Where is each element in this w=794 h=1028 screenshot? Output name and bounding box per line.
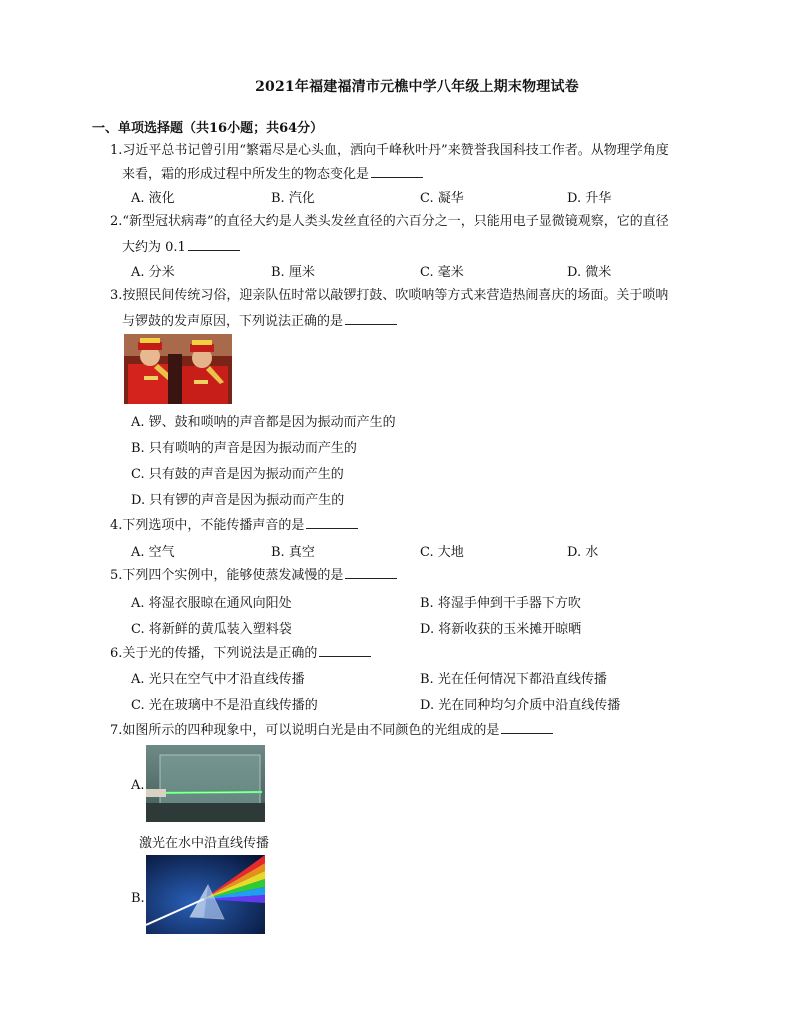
option-b[interactable]: B. 真空 (271, 545, 315, 560)
option-a-caption: 激光在水中沿直线传播 (139, 836, 270, 851)
option-d[interactable]: D. 光在同种均匀介质中沿直线传播 (420, 698, 621, 713)
question-1-line2: 来看，霜的形成过程中所发生的物态变化是 (122, 163, 423, 182)
option-c[interactable]: C. 毫米 (420, 265, 464, 280)
question-text: 关于光的传播，下列说法是正确的 (122, 646, 318, 661)
wedding-band-photo (124, 334, 232, 404)
question-6 (110, 643, 710, 665)
wedding-band-photo-svg (124, 334, 232, 404)
answer-blank[interactable] (345, 566, 397, 579)
option-d[interactable]: D. 升华 (567, 191, 612, 206)
laser-in-water-photo-svg (146, 745, 265, 822)
answer-blank[interactable] (319, 644, 371, 657)
answer-blank[interactable] (188, 238, 240, 251)
answer-blank[interactable] (306, 516, 358, 529)
option-b-label[interactable]: B. (131, 891, 145, 906)
answer-blank[interactable] (345, 312, 397, 325)
option-b[interactable]: B. 汽化 (271, 191, 315, 206)
question-number: 1. (110, 143, 123, 158)
answer-blank[interactable] (501, 721, 553, 734)
option-a[interactable]: A. 空气 (131, 545, 175, 560)
option-b[interactable]: B. 将湿手伸到干手器下方吹 (420, 596, 581, 611)
question-4 (110, 515, 710, 537)
option-c[interactable]: C. 凝华 (420, 191, 464, 206)
option-a[interactable]: A. 锣、鼓和唢呐的声音都是因为振动而产生的 (131, 415, 396, 430)
question-number: 2. (110, 214, 123, 229)
option-a[interactable]: A. 将湿衣服晾在通风向阳处 (131, 596, 292, 611)
option-c[interactable]: C. 将新鲜的黄瓜装入塑料袋 (131, 622, 292, 637)
option-d[interactable]: D. 将新收获的玉米摊开晾晒 (420, 622, 582, 637)
question-number: 6. (110, 646, 123, 661)
section-heading: 一、单项选择题（共16小题；共64分） (92, 121, 324, 136)
option-c[interactable]: C. 光在玻璃中不是沿直线传播的 (131, 698, 318, 713)
question-2-line2: 大约为 0.1 (122, 236, 240, 255)
question-number: 5. (110, 568, 123, 583)
question-text: 下列四个实例中，能够使蒸发减慢的是 (122, 568, 344, 583)
option-b[interactable]: B. 光在任何情况下都沿直线传播 (420, 672, 607, 687)
question-1 (110, 140, 710, 162)
question-2 (110, 211, 710, 233)
option-b[interactable]: B. 只有唢呐的声音是因为振动而产生的 (131, 441, 357, 456)
question-5 (110, 565, 710, 587)
option-d[interactable]: D. 微米 (567, 265, 612, 280)
prism-dispersion-photo (146, 855, 265, 934)
question-text: 下列选项中，不能传播声音的是 (122, 518, 305, 533)
exam-title: 2021年福建福清市元樵中学八年级上期末物理试卷 (255, 79, 579, 95)
option-c[interactable]: C. 只有鼓的声音是因为振动而产生的 (131, 467, 344, 482)
option-d[interactable]: D. 只有锣的声音是因为振动而产生的 (131, 493, 345, 508)
option-d[interactable]: D. 水 (567, 545, 599, 560)
question-3-line2: 与锣鼓的发声原因，下列说法正确的是 (122, 310, 397, 329)
question-text: 按照民间传统习俗，迎亲队伍时常以敲锣打鼓、吹唢呐等方式来营造热闹喜庆的场面。关于唢呐 (122, 288, 669, 303)
question-3 (110, 285, 710, 307)
prism-dispersion-photo-svg (146, 855, 265, 934)
option-a[interactable]: A. 光只在空气中才沿直线传播 (131, 672, 305, 687)
laser-in-water-photo (146, 745, 265, 822)
question-7 (110, 720, 710, 742)
question-text: 如图所示的四种现象中，可以说明白光是由不同颜色的光组成的是 (122, 723, 500, 738)
question-number: 4. (110, 518, 123, 533)
option-a[interactable]: A. 分米 (131, 265, 175, 280)
option-a[interactable]: A. 液化 (131, 191, 175, 206)
answer-blank[interactable] (371, 165, 423, 178)
option-c[interactable]: C. 大地 (420, 545, 464, 560)
question-number: 7. (110, 723, 123, 738)
question-text: “新型冠状病毒”的直径大约是人类头发丝直径的六百分之一，只能用电子显微镜观察，它的直径 (122, 214, 669, 229)
question-text: 习近平总书记曾引用“繁霜尽是心头血，洒向千峰秋叶丹”来赞誉我国科技工作者。从物理学角度 (122, 143, 669, 158)
question-number: 3. (110, 288, 123, 303)
option-b[interactable]: B. 厘米 (271, 265, 315, 280)
option-a-label[interactable]: A. (131, 778, 145, 793)
